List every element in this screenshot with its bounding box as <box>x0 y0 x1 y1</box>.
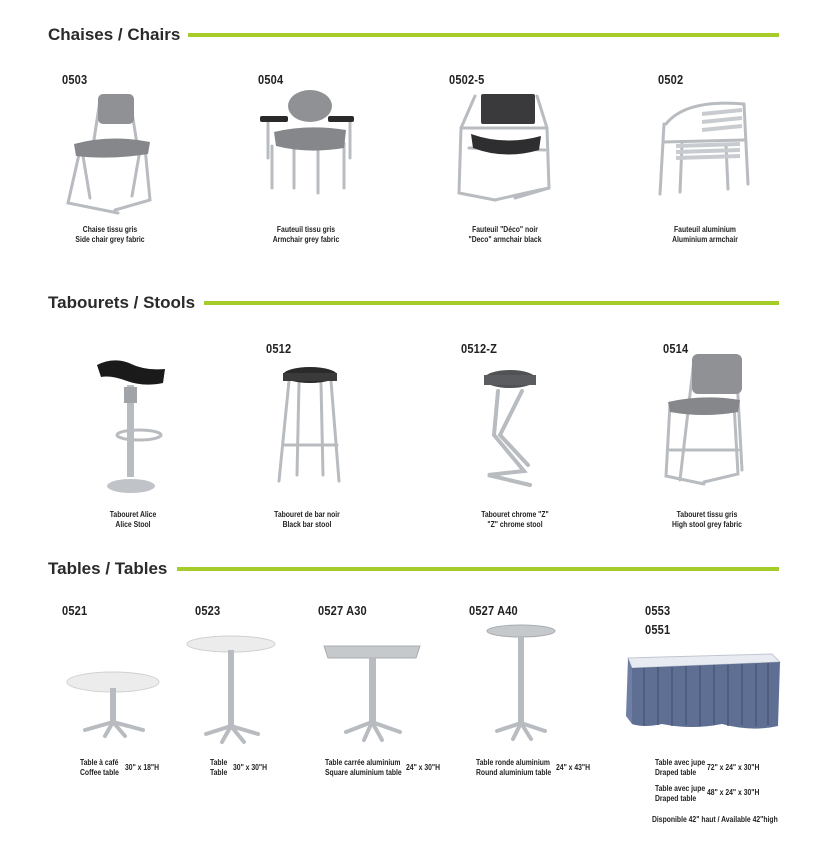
product-code-0512-z: 0512-Z <box>461 341 498 356</box>
product-image-deco-armchair <box>455 88 555 203</box>
product-code-0527-a30: 0527 A30 <box>318 603 367 618</box>
section-title-chairs: Chaises / Chairs <box>48 25 181 44</box>
caption-en-alice: Alice Stool <box>115 520 151 529</box>
product-image-z-chrome-stool <box>480 365 540 495</box>
product-code-0551: 0551 <box>645 622 671 637</box>
section-rule-stools <box>204 301 779 305</box>
product-code-0502: 0502 <box>658 72 684 87</box>
caption-en-0504: Armchair grey fabric <box>272 235 340 244</box>
product-code-0523: 0523 <box>195 603 221 618</box>
product-image-table <box>186 634 276 746</box>
size-0527-a40: 24" x 43"H <box>556 763 591 772</box>
caption-fr-0502-5: Fauteuil "Déco" noir <box>472 225 538 234</box>
section-title-tables: Tables / Tables <box>48 559 168 578</box>
caption-fr-0503: Chaise tissu gris <box>82 225 138 234</box>
caption-fr-0504: Fauteuil tissu gris <box>276 225 336 234</box>
caption-fr-0512: Tabouret de bar noir <box>274 510 340 519</box>
caption-en-0527-a40: Round aluminium table <box>476 768 552 777</box>
section-title-stools: Tabourets / Stools <box>48 293 196 312</box>
product-code-0521: 0521 <box>62 603 88 618</box>
product-image-aluminium-armchair <box>656 94 751 199</box>
product-code-0502-5: 0502-5 <box>449 72 485 87</box>
product-image-alice-stool <box>93 353 173 498</box>
caption-en-0527-a30: Square aluminium table <box>325 768 402 777</box>
caption-fr-0521: Table à café <box>80 758 119 767</box>
product-image-side-chair <box>60 88 160 218</box>
caption-fr-0502: Fauteuil aluminium <box>674 225 736 234</box>
size-0551: 48" x 24" x 30"H <box>707 788 760 797</box>
caption-en-0514: High stool grey fabric <box>672 520 742 529</box>
product-image-armchair <box>258 88 358 198</box>
caption-fr-0523: Table <box>210 758 228 767</box>
section-rule-chairs <box>188 33 779 37</box>
product-code-0504: 0504 <box>258 72 284 87</box>
caption-fr-0527-a30: Table carrée aluminium <box>325 758 401 767</box>
product-code-0503: 0503 <box>62 72 88 87</box>
product-image-draped-table <box>622 652 782 732</box>
caption-fr-0514: Tabouret tissu gris <box>676 510 738 519</box>
product-image-black-bar-stool <box>275 363 345 488</box>
caption-en-0523: Table <box>210 768 228 777</box>
size-0523: 30" x 30"H <box>233 763 268 772</box>
product-code-0553: 0553 <box>645 603 671 618</box>
availability-note: Disponible 42" haut / Available 42"high <box>652 815 778 824</box>
caption-fr-alice: Tabouret Alice <box>109 510 157 519</box>
size-0527-a30: 24" x 30"H <box>406 763 441 772</box>
caption-en-0551: Draped table <box>655 794 697 803</box>
product-code-0512: 0512 <box>266 341 292 356</box>
caption-en-0512: Black bar stool <box>282 520 332 529</box>
caption-fr-0551: Table avec jupe <box>655 784 706 793</box>
size-0521: 30" x 18"H <box>125 763 160 772</box>
caption-en-0512-z: "Z" chrome stool <box>487 520 543 529</box>
caption-fr-0527-a40: Table ronde aluminium <box>476 758 550 767</box>
caption-fr-0553: Table avec jupe <box>655 758 706 767</box>
size-0553: 72" x 24" x 30"H <box>707 763 760 772</box>
section-rule-tables <box>177 567 779 571</box>
product-image-coffee-table <box>65 668 161 740</box>
caption-en-0553: Draped table <box>655 768 697 777</box>
caption-en-0521: Coffee table <box>80 768 119 777</box>
caption-fr-0512-z: Tabouret chrome "Z" <box>481 510 549 519</box>
product-image-high-stool <box>664 350 749 490</box>
caption-en-0502: Aluminium armchair <box>672 235 738 244</box>
caption-en-0503: Side chair grey fabric <box>75 235 145 244</box>
product-code-0527-a40: 0527 A40 <box>469 603 518 618</box>
caption-en-0502-5: "Deco" armchair black <box>468 235 542 244</box>
product-code-0514: 0514 <box>663 341 689 356</box>
product-image-square-aluminium-table <box>320 636 425 744</box>
product-image-round-aluminium-table <box>485 623 557 743</box>
